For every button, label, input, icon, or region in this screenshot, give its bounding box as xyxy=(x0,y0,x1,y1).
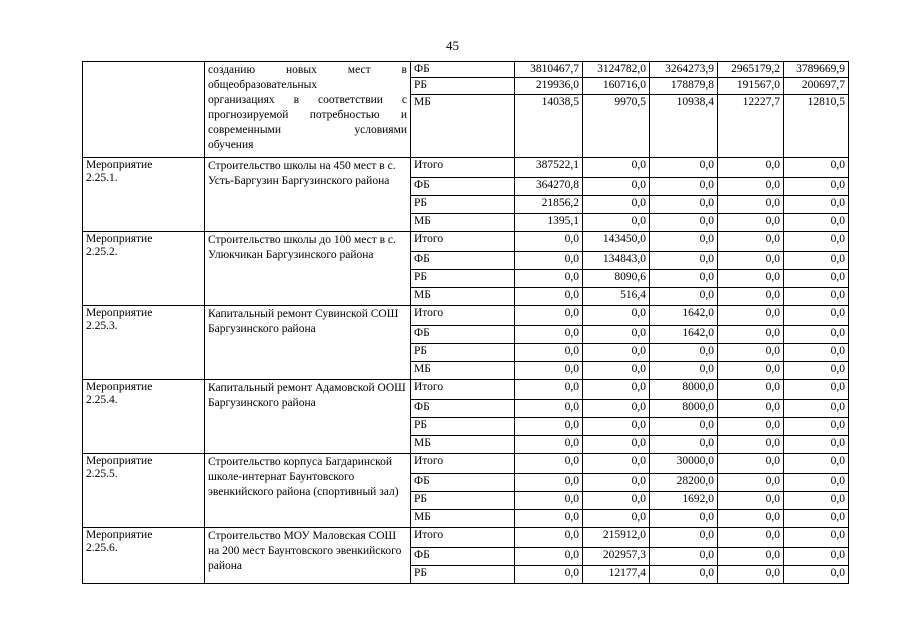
value-cell: 0,0 xyxy=(718,548,784,566)
measure-name-cell: Капитальный ремонт Адамовской ООШ Баргузинского района xyxy=(205,380,411,454)
source-cell: РБ xyxy=(411,566,515,584)
name-line: прогнозируемой потребностью и xyxy=(208,109,407,121)
value-cell: 0,0 xyxy=(583,158,650,178)
value-cell: 0,0 xyxy=(650,566,718,584)
source-cell: Итого xyxy=(411,158,515,178)
measure-name-cell: Строительство школы на 450 мест в с. Усть-Баргузин Баргузинского района xyxy=(205,158,411,232)
value-cell: 0,0 xyxy=(650,270,718,288)
value-cell: 0,0 xyxy=(718,214,784,232)
measure-label-cell: Мероприятие 2.25.4. xyxy=(83,380,205,454)
measure-label-cell: Мероприятие 2.25.6. xyxy=(83,528,205,584)
value-cell: 0,0 xyxy=(583,362,650,380)
value-cell: 0,0 xyxy=(784,510,849,528)
source-cell: МБ xyxy=(411,214,515,232)
value-cell: 30000,0 xyxy=(650,454,718,474)
name-line: организациях в соответствии с xyxy=(208,94,407,106)
value-cell: 0,0 xyxy=(515,454,583,474)
value-cell: 0,0 xyxy=(650,158,718,178)
source-cell: ФБ xyxy=(411,548,515,566)
table-row xyxy=(83,380,849,400)
source-cell: МБ xyxy=(411,362,515,380)
value-cell: 3810467,7 xyxy=(515,62,583,78)
source-cell: Итого xyxy=(411,528,515,548)
value-cell: 0,0 xyxy=(784,326,849,344)
value-cell: 0,0 xyxy=(784,436,849,454)
value-cell: 3124782,0 xyxy=(583,62,650,78)
value-cell: 0,0 xyxy=(515,232,583,252)
value-cell: 0,0 xyxy=(583,196,650,214)
value-cell: 0,0 xyxy=(784,566,849,584)
value-cell: 14038,5 xyxy=(515,95,583,158)
value-cell: 0,0 xyxy=(784,362,849,380)
table-row xyxy=(83,454,849,474)
value-cell: 0,0 xyxy=(718,454,784,474)
name-line: современными условиями xyxy=(208,124,407,136)
source-cell: Итого xyxy=(411,306,515,326)
value-cell: 160716,0 xyxy=(583,78,650,95)
value-cell: 219936,0 xyxy=(515,78,583,95)
measure-name-cell: Капитальный ремонт Сувинской СОШ Баргузинского района xyxy=(205,306,411,380)
value-cell: 0,0 xyxy=(784,528,849,548)
value-cell: 0,0 xyxy=(718,326,784,344)
value-cell: 0,0 xyxy=(784,400,849,418)
value-cell: 12810,5 xyxy=(784,95,849,158)
value-cell: 0,0 xyxy=(718,474,784,492)
source-cell: ФБ xyxy=(411,326,515,344)
source-cell: ФБ xyxy=(411,252,515,270)
value-cell: 0,0 xyxy=(784,492,849,510)
source-cell: РБ xyxy=(411,78,515,95)
value-cell: 0,0 xyxy=(583,510,650,528)
source-cell: Итого xyxy=(411,454,515,474)
value-cell: 0,0 xyxy=(583,380,650,400)
value-cell: 0,0 xyxy=(515,326,583,344)
name-line: обучения xyxy=(208,139,254,151)
value-cell: 0,0 xyxy=(784,548,849,566)
value-cell: 8000,0 xyxy=(650,380,718,400)
value-cell: 134843,0 xyxy=(583,252,650,270)
source-cell: РБ xyxy=(411,418,515,436)
measure-name-cell xyxy=(205,62,411,158)
value-cell: 0,0 xyxy=(583,344,650,362)
value-cell: 0,0 xyxy=(784,288,849,306)
value-cell: 0,0 xyxy=(784,232,849,252)
value-cell: 9970,5 xyxy=(583,95,650,158)
value-cell: 0,0 xyxy=(718,344,784,362)
value-cell: 8000,0 xyxy=(650,400,718,418)
funding-table-body xyxy=(83,62,849,584)
value-cell: 0,0 xyxy=(650,214,718,232)
value-cell: 0,0 xyxy=(784,454,849,474)
value-cell: 0,0 xyxy=(718,196,784,214)
source-cell: МБ xyxy=(411,288,515,306)
value-cell: 0,0 xyxy=(515,252,583,270)
value-cell: 1692,0 xyxy=(650,492,718,510)
value-cell: 0,0 xyxy=(784,158,849,178)
value-cell: 0,0 xyxy=(784,344,849,362)
funding-table xyxy=(82,61,849,584)
value-cell: 0,0 xyxy=(650,252,718,270)
table-row xyxy=(83,528,849,548)
value-cell: 1395,1 xyxy=(515,214,583,232)
source-cell: МБ xyxy=(411,510,515,528)
value-cell: 12227,7 xyxy=(718,95,784,158)
value-cell: 0,0 xyxy=(718,566,784,584)
value-cell: 1642,0 xyxy=(650,306,718,326)
value-cell: 0,0 xyxy=(784,178,849,196)
source-cell: ФБ xyxy=(411,178,515,196)
value-cell: 0,0 xyxy=(718,158,784,178)
source-cell: РБ xyxy=(411,492,515,510)
value-cell: 200697,7 xyxy=(784,78,849,95)
value-cell: 0,0 xyxy=(718,528,784,548)
table-row xyxy=(83,62,849,78)
value-cell: 0,0 xyxy=(583,400,650,418)
value-cell: 0,0 xyxy=(515,566,583,584)
measure-label-cell xyxy=(83,62,205,158)
value-cell: 143450,0 xyxy=(583,232,650,252)
source-cell: Итого xyxy=(411,232,515,252)
value-cell: 0,0 xyxy=(650,548,718,566)
value-cell: 364270,8 xyxy=(515,178,583,196)
value-cell: 0,0 xyxy=(650,436,718,454)
value-cell: 0,0 xyxy=(515,400,583,418)
measure-name-cell: Строительство МОУ Маловская СОШ на 200 мест Баунтовского эвенкийского района xyxy=(205,528,411,584)
value-cell: 0,0 xyxy=(515,288,583,306)
value-cell: 0,0 xyxy=(583,474,650,492)
value-cell: 0,0 xyxy=(718,492,784,510)
value-cell: 0,0 xyxy=(515,344,583,362)
table-row xyxy=(83,232,849,252)
value-cell: 0,0 xyxy=(650,344,718,362)
value-cell: 21856,2 xyxy=(515,196,583,214)
value-cell: 0,0 xyxy=(515,510,583,528)
measure-label-cell: Мероприятие 2.25.3. xyxy=(83,306,205,380)
value-cell: 0,0 xyxy=(515,436,583,454)
value-cell: 0,0 xyxy=(650,196,718,214)
measure-name-cell: Строительство корпуса Багдаринской школе-интернат Баунтовского эвенкийского района (спортивный зал) xyxy=(205,454,411,528)
source-cell: Итого xyxy=(411,380,515,400)
source-cell: ФБ xyxy=(411,474,515,492)
measure-label-cell: Мероприятие 2.25.2. xyxy=(83,232,205,306)
value-cell: 2965179,2 xyxy=(718,62,784,78)
value-cell: 0,0 xyxy=(718,436,784,454)
value-cell: 0,0 xyxy=(515,548,583,566)
value-cell: 0,0 xyxy=(650,178,718,196)
value-cell: 0,0 xyxy=(718,362,784,380)
measure-label-cell: Мероприятие 2.25.5. xyxy=(83,454,205,528)
value-cell: 0,0 xyxy=(515,492,583,510)
value-cell: 0,0 xyxy=(650,510,718,528)
value-cell: 28200,0 xyxy=(650,474,718,492)
value-cell: 3789669,9 xyxy=(784,62,849,78)
value-cell: 0,0 xyxy=(784,214,849,232)
value-cell: 0,0 xyxy=(784,270,849,288)
value-cell: 0,0 xyxy=(650,362,718,380)
name-line: созданию новых мест в xyxy=(208,64,407,76)
name-line: общеобразовательных xyxy=(208,79,318,91)
value-cell: 12177,4 xyxy=(583,566,650,584)
value-cell: 178879,8 xyxy=(650,78,718,95)
source-cell: РБ xyxy=(411,344,515,362)
measure-name-cell: Строительство школы до 100 мест в с. Улюкчикан Баргузинского района xyxy=(205,232,411,306)
value-cell: 0,0 xyxy=(583,436,650,454)
value-cell: 0,0 xyxy=(583,454,650,474)
value-cell: 10938,4 xyxy=(650,95,718,158)
value-cell: 0,0 xyxy=(515,528,583,548)
source-cell: ФБ xyxy=(411,400,515,418)
value-cell: 0,0 xyxy=(583,492,650,510)
value-cell: 0,0 xyxy=(515,270,583,288)
source-cell: ФБ xyxy=(411,62,515,78)
value-cell: 0,0 xyxy=(718,252,784,270)
value-cell: 0,0 xyxy=(718,178,784,196)
value-cell: 0,0 xyxy=(718,510,784,528)
value-cell: 0,0 xyxy=(583,418,650,436)
value-cell: 0,0 xyxy=(583,306,650,326)
value-cell: 8090,6 xyxy=(583,270,650,288)
value-cell: 0,0 xyxy=(718,380,784,400)
value-cell: 215912,0 xyxy=(583,528,650,548)
value-cell: 0,0 xyxy=(784,418,849,436)
value-cell: 0,0 xyxy=(718,270,784,288)
source-cell: МБ xyxy=(411,95,515,158)
value-cell: 0,0 xyxy=(515,474,583,492)
value-cell: 0,0 xyxy=(515,362,583,380)
value-cell: 0,0 xyxy=(583,326,650,344)
value-cell: 0,0 xyxy=(650,528,718,548)
value-cell: 0,0 xyxy=(718,232,784,252)
page-number: 45 xyxy=(446,38,459,53)
value-cell: 3264273,9 xyxy=(650,62,718,78)
value-cell: 0,0 xyxy=(784,252,849,270)
table-row xyxy=(83,306,849,326)
source-cell: РБ xyxy=(411,270,515,288)
value-cell: 0,0 xyxy=(583,178,650,196)
value-cell: 0,0 xyxy=(515,306,583,326)
value-cell: 0,0 xyxy=(515,380,583,400)
value-cell: 1642,0 xyxy=(650,326,718,344)
value-cell: 191567,0 xyxy=(718,78,784,95)
measure-label-cell: Мероприятие 2.25.1. xyxy=(83,158,205,232)
source-cell: РБ xyxy=(411,196,515,214)
value-cell: 0,0 xyxy=(650,232,718,252)
value-cell: 0,0 xyxy=(718,288,784,306)
value-cell: 0,0 xyxy=(515,418,583,436)
value-cell: 0,0 xyxy=(718,400,784,418)
value-cell: 0,0 xyxy=(650,288,718,306)
table-row xyxy=(83,158,849,178)
value-cell: 0,0 xyxy=(718,418,784,436)
value-cell: 0,0 xyxy=(583,214,650,232)
value-cell: 202957,3 xyxy=(583,548,650,566)
value-cell: 0,0 xyxy=(784,474,849,492)
value-cell: 0,0 xyxy=(718,306,784,326)
value-cell: 0,0 xyxy=(784,380,849,400)
value-cell: 0,0 xyxy=(784,306,849,326)
value-cell: 0,0 xyxy=(650,418,718,436)
source-cell: МБ xyxy=(411,436,515,454)
value-cell: 0,0 xyxy=(784,196,849,214)
value-cell: 516,4 xyxy=(583,288,650,306)
value-cell: 387522,1 xyxy=(515,158,583,178)
